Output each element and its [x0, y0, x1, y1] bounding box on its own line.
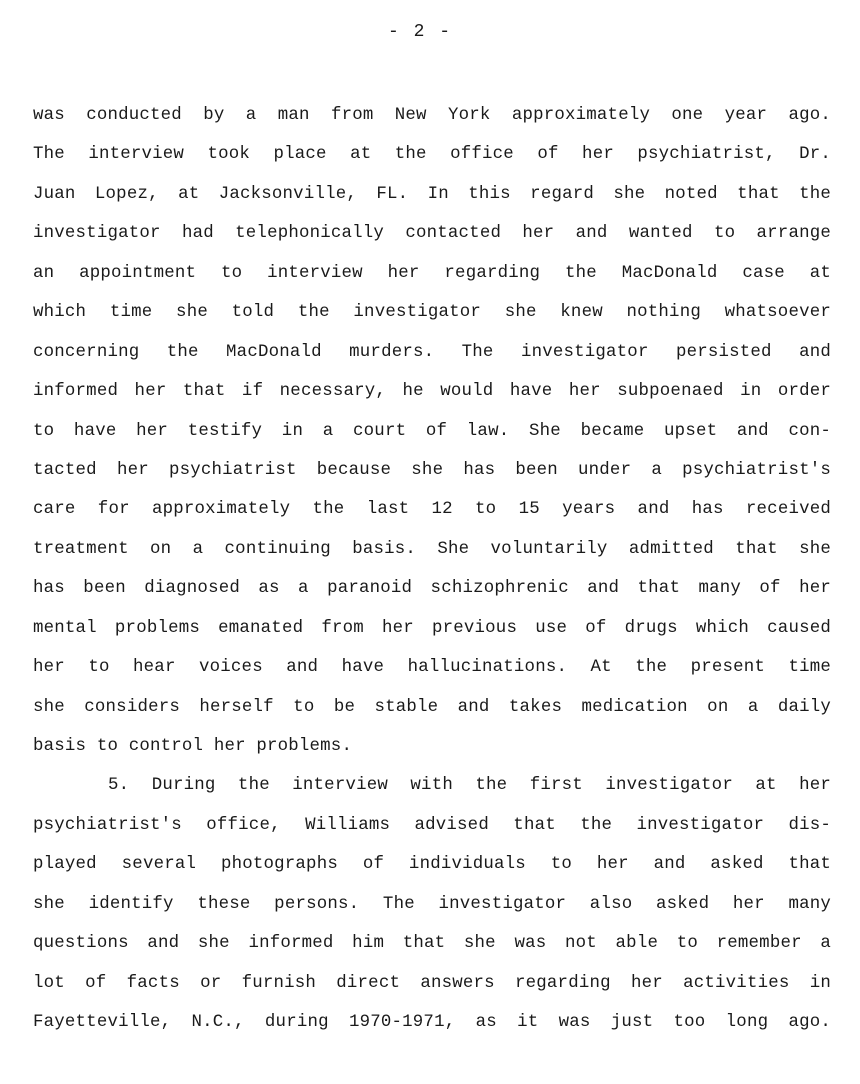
text-line: she considers herself to be stable and takes medication on a daily: [33, 697, 831, 717]
text-line: informed her that if necessary, he would have her subpoenaed in order: [33, 382, 831, 402]
document-body: [33, 96, 831, 1043]
text-line: The interview took place at the office of her psychiatrist, Dr.: [33, 145, 831, 165]
text-line: care for approximately the last 12 to 15 years and has received: [33, 500, 831, 520]
text-line: played several photographs of individuals to her and asked that: [33, 855, 831, 875]
text-line: her to hear voices and have hallucinations. At the present time: [33, 658, 831, 678]
text-line: investigator had telephonically contacted her and wanted to arrange: [33, 224, 831, 244]
text-line: psychiatrist's office, Williams advised that the investigator dis-: [33, 815, 831, 835]
text-line: concerning the MacDonald murders. The investigator persisted and: [33, 342, 831, 362]
text-line: questions and she informed him that she was not able to remember a: [33, 934, 831, 954]
text-line: mental problems emanated from her previous use of drugs which caused: [33, 618, 831, 638]
text-line: she identify these persons. The investigator also asked her many: [33, 894, 831, 914]
text-line: Juan Lopez, at Jacksonville, FL. In this regard she noted that the: [33, 184, 831, 204]
page-number: - 2 -: [387, 22, 452, 42]
text-line: tacted her psychiatrist because she has been under a psychiatrist's: [33, 460, 831, 480]
text-line: to have her testify in a court of law. She became upset and con-: [33, 421, 831, 441]
text-line: was conducted by a man from New York approximately one year ago.: [33, 106, 831, 125]
text-line: has been diagnosed as a paranoid schizophrenic and that many of her: [33, 579, 831, 599]
paragraph-start-line: 5. During the interview with the first investigator at her: [108, 776, 831, 796]
text-line: an appointment to interview her regarding the MacDonald case at: [33, 263, 831, 283]
paragraph-end-line: basis to control her problems.: [33, 737, 353, 756]
text-line: Fayetteville, N.C., during 1970-1971, as it was just too long ago.: [33, 1013, 831, 1033]
text-line: lot of facts or furnish direct answers regarding her activities in: [33, 973, 831, 993]
text-line: treatment on a continuing basis. She voluntarily admitted that she: [33, 539, 831, 559]
text-line: which time she told the investigator she knew nothing whatsoever: [33, 303, 831, 323]
